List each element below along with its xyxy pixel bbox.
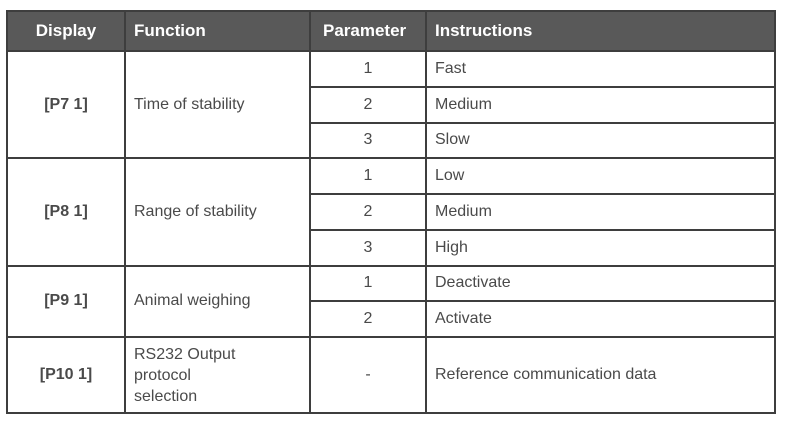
display-code: [P10 1]: [7, 337, 125, 413]
table-row: [7, 337, 775, 413]
parameter-value: 1: [310, 51, 426, 87]
parameter-value: 1: [310, 266, 426, 302]
parameter-value: 2: [310, 301, 426, 337]
function-name: RS232 Output protocol selection: [125, 337, 310, 413]
table-row: [7, 158, 775, 194]
instruction-text: Medium: [426, 194, 775, 230]
parameter-value: 3: [310, 230, 426, 266]
display-code: [P7 1]: [7, 51, 125, 158]
function-name: Time of stability: [125, 51, 310, 158]
parameter-value: 3: [310, 123, 426, 159]
instruction-text: Slow: [426, 123, 775, 159]
parameter-table-container: [6, 10, 774, 414]
instruction-text: Medium: [426, 87, 775, 123]
display-code: [P8 1]: [7, 158, 125, 265]
header-parameter: Parameter: [310, 11, 426, 51]
instruction-text: High: [426, 230, 775, 266]
function-name: Animal weighing: [125, 266, 310, 338]
function-name: Range of stability: [125, 158, 310, 265]
instruction-text: Reference communication data: [426, 337, 775, 413]
table-row: [7, 266, 775, 302]
header-function: Function: [125, 11, 310, 51]
instruction-text: Activate: [426, 301, 775, 337]
parameter-value: -: [310, 337, 426, 413]
table-row: [7, 51, 775, 87]
header-instructions: Instructions: [426, 11, 775, 51]
parameter-value: 2: [310, 87, 426, 123]
instruction-text: Low: [426, 158, 775, 194]
parameter-value: 1: [310, 158, 426, 194]
instruction-text: Deactivate: [426, 266, 775, 302]
parameter-table: [6, 10, 776, 414]
table-header-row: [7, 11, 775, 51]
display-code: [P9 1]: [7, 266, 125, 338]
parameter-value: 2: [310, 194, 426, 230]
header-display: Display: [7, 11, 125, 51]
instruction-text: Fast: [426, 51, 775, 87]
